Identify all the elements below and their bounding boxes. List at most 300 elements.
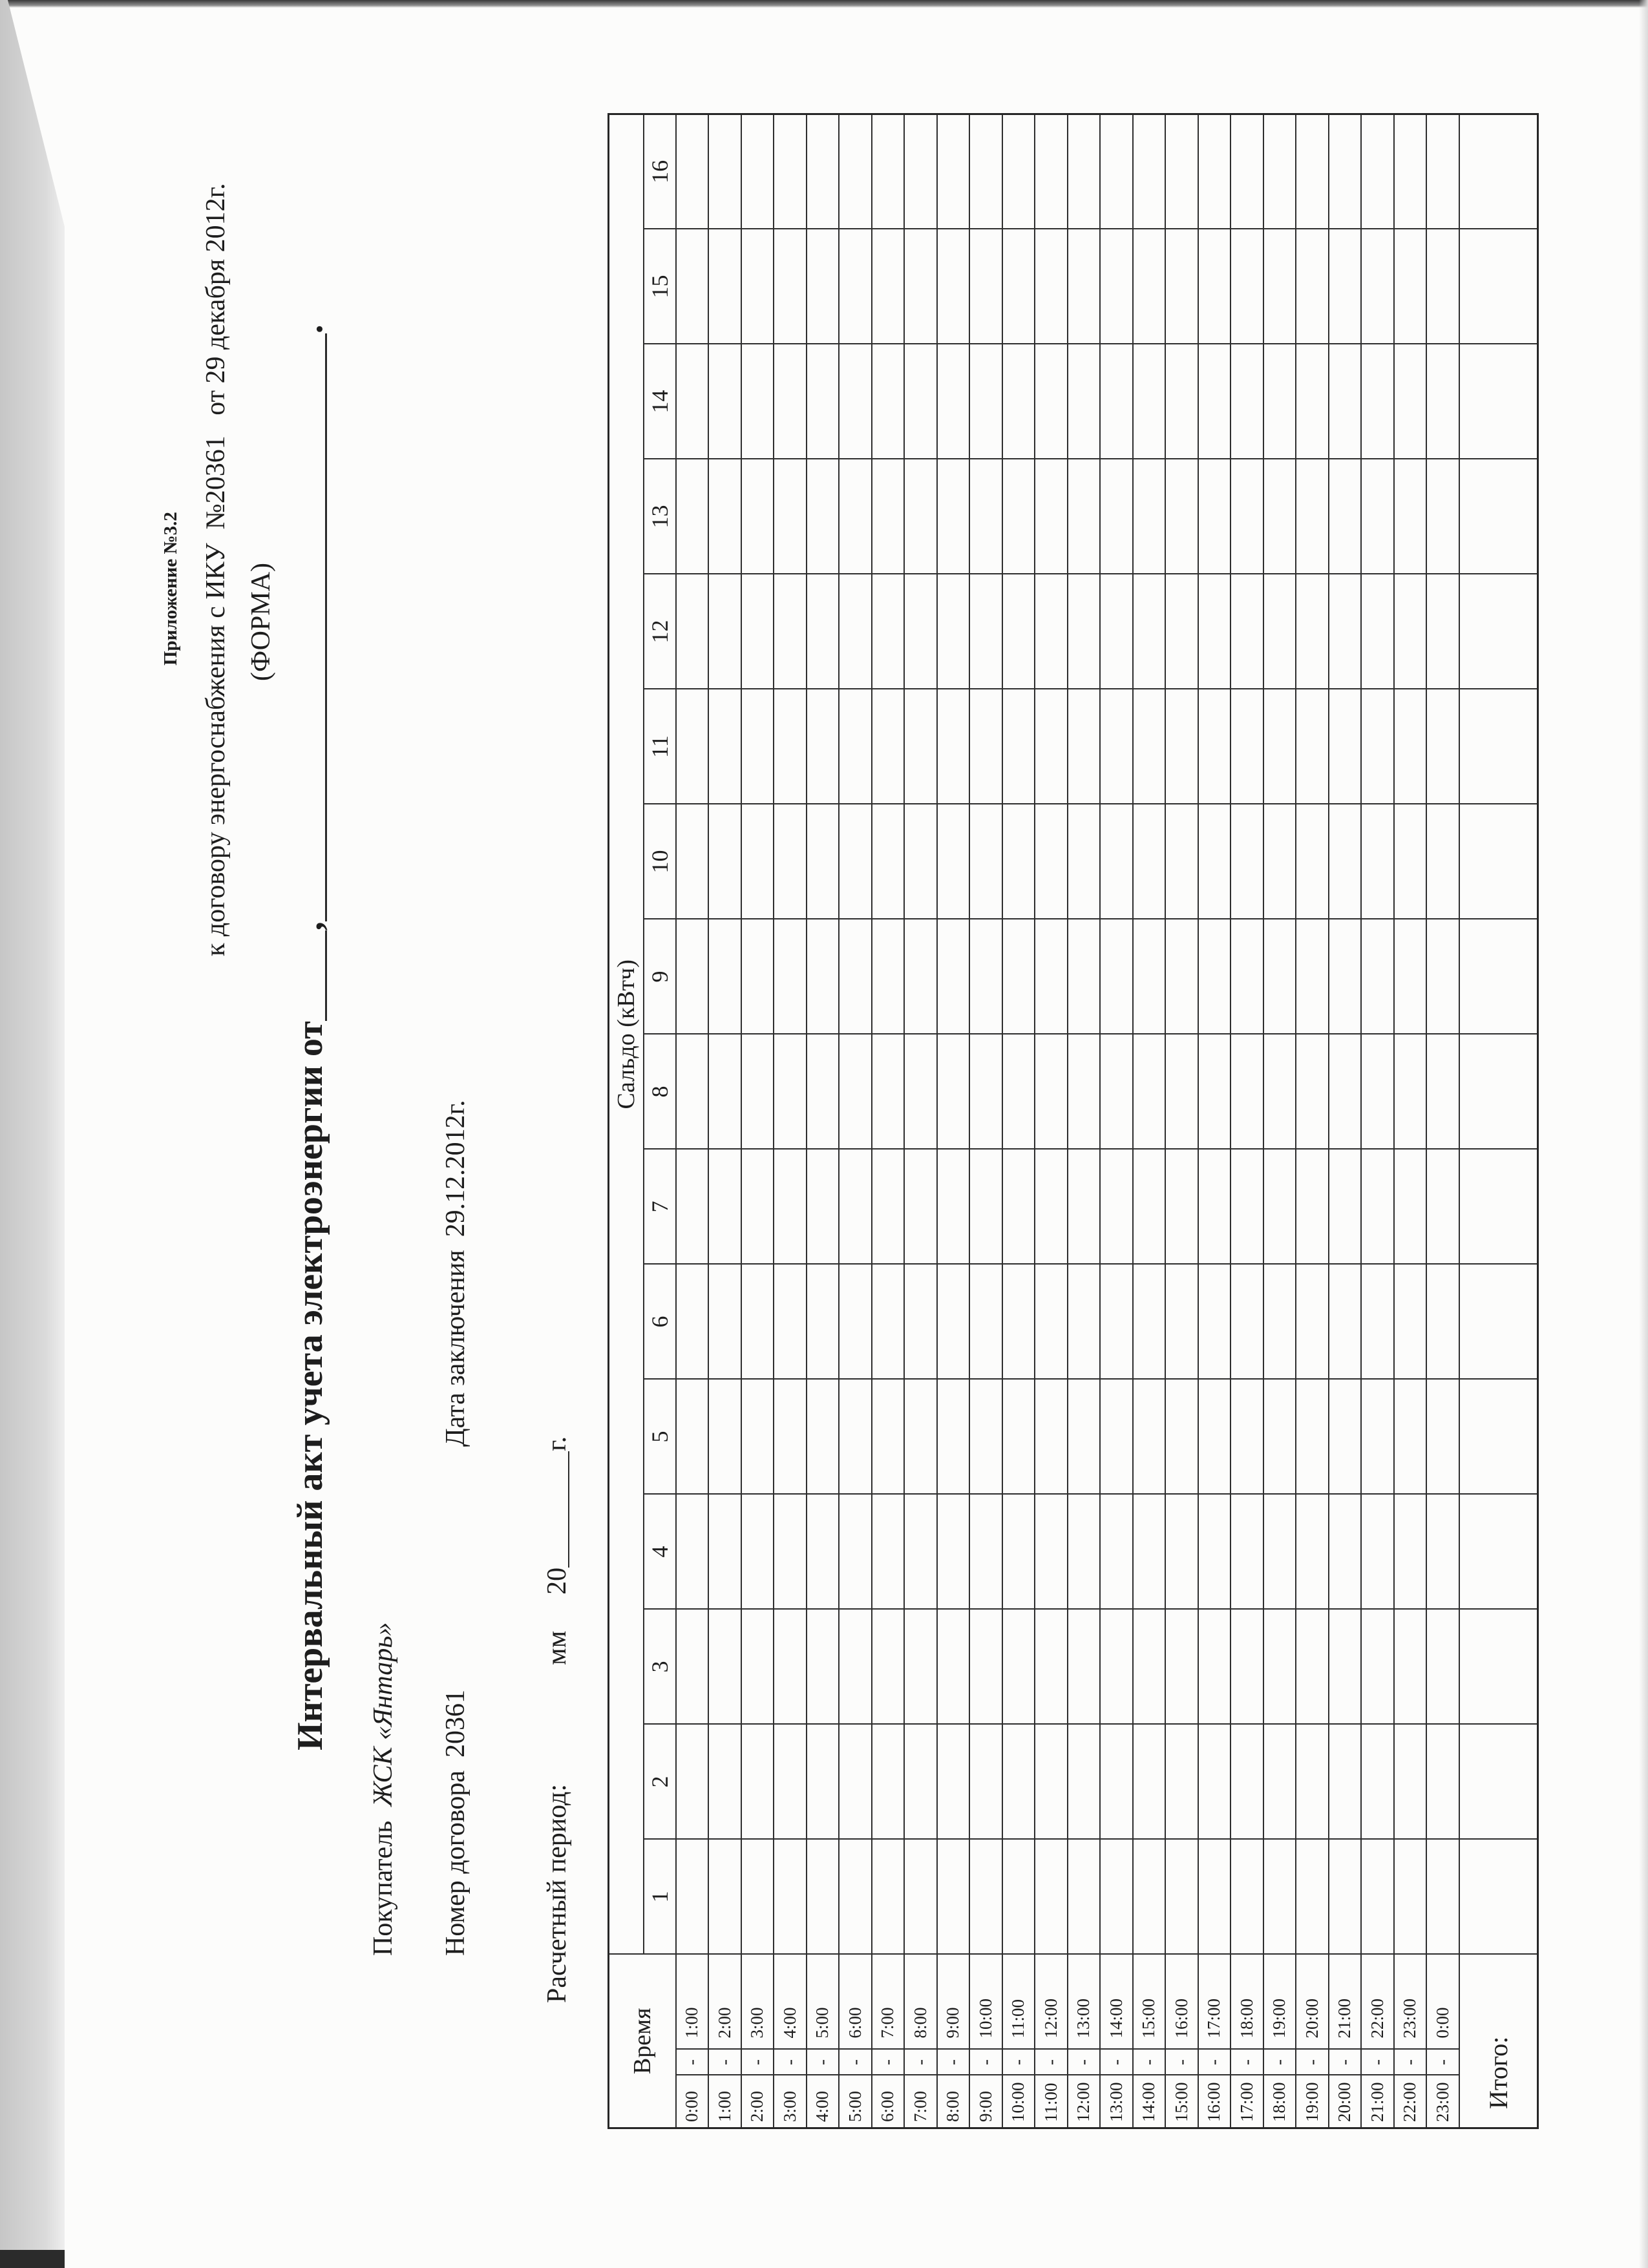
balance-cell (1165, 1034, 1198, 1149)
balance-cell (1296, 1724, 1329, 1839)
balance-cell (969, 1264, 1002, 1379)
table-row (937, 114, 970, 2128)
time-separator-cell: - (807, 2050, 840, 2075)
total-cell (1459, 689, 1538, 804)
balance-cell (904, 459, 937, 574)
balance-cell (774, 689, 807, 804)
balance-cell (969, 114, 1002, 229)
balance-cell (1426, 1264, 1459, 1379)
balance-cell (1296, 1034, 1329, 1149)
contract-date-value: 29.12.2012г. (441, 1100, 470, 1237)
balance-cell (1394, 1379, 1427, 1494)
time-from-cell: 19:00 (1296, 2075, 1329, 2128)
time-to-cell: 19:00 (1263, 1954, 1296, 2049)
time-separator-cell: - (774, 2050, 807, 2075)
balance-cell (1394, 804, 1427, 919)
balance-cell (1068, 1149, 1101, 1264)
balance-cell (1068, 344, 1101, 459)
balance-cell (1263, 344, 1296, 459)
balance-cell (1394, 1839, 1427, 1954)
balance-cell (1100, 459, 1133, 574)
balance-cell (1035, 1494, 1068, 1609)
balance-cell (1035, 1264, 1068, 1379)
balance-cell (1002, 804, 1035, 919)
balance-cell (872, 1494, 905, 1609)
balance-cell (904, 1839, 937, 1954)
table-row (1165, 114, 1198, 2128)
time-from-cell: 14:00 (1133, 2075, 1166, 2128)
balance-cell (1035, 919, 1068, 1034)
balance-cell (676, 1724, 709, 1839)
balance-cell (1002, 114, 1035, 229)
balance-cell (807, 1839, 840, 1954)
billing-period-year-blank (545, 1451, 569, 1568)
table-header (609, 114, 676, 2128)
billing-period-label: Расчетный период: (542, 1783, 572, 2003)
balance-cell (1231, 114, 1263, 229)
balance-cell (1329, 114, 1362, 229)
table-row (1426, 114, 1459, 2128)
interval-table (607, 113, 1539, 2129)
total-cell (1459, 1609, 1538, 1724)
balance-cell (1296, 804, 1329, 919)
column-number-header: 15 (644, 229, 676, 344)
column-number-header: 11 (644, 689, 676, 804)
balance-cell (676, 1149, 709, 1264)
balance-cell (1361, 689, 1394, 804)
time-from-cell: 22:00 (1394, 2075, 1427, 2128)
balance-cell (1002, 689, 1035, 804)
balance-cell (904, 344, 937, 459)
balance-cell (904, 229, 937, 344)
balance-cell (774, 1264, 807, 1379)
balance-cell (1002, 1379, 1035, 1494)
balance-cell (937, 1379, 970, 1494)
total-cell (1459, 229, 1538, 344)
balance-cell (1329, 689, 1362, 804)
table-row (1068, 114, 1101, 2128)
appendix-number: Приложение №3.2 (160, 512, 181, 666)
balance-cell (708, 689, 741, 804)
billing-period-month: мм (542, 1630, 572, 1665)
balance-cell (1035, 1379, 1068, 1494)
balance-cell (969, 1149, 1002, 1264)
table-body (676, 114, 1459, 2128)
balance-cell (1296, 459, 1329, 574)
column-number-header: 2 (644, 1724, 676, 1839)
balance-cell (937, 114, 970, 229)
balance-cell (1068, 1724, 1101, 1839)
column-number-header: 12 (644, 574, 676, 689)
balance-cell (676, 459, 709, 574)
balance-cell (807, 459, 840, 574)
balance-cell (1296, 1379, 1329, 1494)
balance-cell (1329, 1609, 1362, 1724)
buyer-line (368, 1622, 399, 1956)
table-row (807, 114, 840, 2128)
balance-cell (872, 689, 905, 804)
time-separator-cell: - (1394, 2050, 1427, 2075)
balance-cell (904, 574, 937, 689)
balance-cell (1165, 1264, 1198, 1379)
balance-cell (872, 1724, 905, 1839)
balance-cell (1361, 114, 1394, 229)
balance-cell (1035, 1149, 1068, 1264)
balance-cell (1198, 1609, 1231, 1724)
balance-cell (1068, 1034, 1101, 1149)
time-from-cell: 7:00 (904, 2075, 937, 2128)
time-separator-cell: - (1133, 2050, 1166, 2075)
balance-cell (839, 459, 872, 574)
time-separator-cell: - (741, 2050, 774, 2075)
time-from-cell: 4:00 (807, 2075, 840, 2128)
time-separator-cell: - (1100, 2050, 1133, 2075)
balance-cell (1296, 919, 1329, 1034)
balance-cell (708, 1609, 741, 1724)
balance-cell (741, 1839, 774, 1954)
balance-cell (1133, 574, 1166, 689)
balance-cell (741, 1379, 774, 1494)
balance-cell (1263, 1034, 1296, 1149)
table-row (1361, 114, 1394, 2128)
balance-cell (872, 919, 905, 1034)
balance-cell (1198, 689, 1231, 804)
balance-cell (1035, 804, 1068, 919)
balance-cell (1198, 1034, 1231, 1149)
balance-cell (937, 1264, 970, 1379)
balance-cell (1329, 1494, 1362, 1609)
time-from-cell: 11:00 (1035, 2075, 1068, 2128)
balance-cell (1198, 114, 1231, 229)
contract-date-line (440, 1100, 471, 1447)
balance-cell (839, 919, 872, 1034)
time-to-cell: 16:00 (1165, 1954, 1198, 2049)
balance-cell (1329, 919, 1362, 1034)
balance-cell (1198, 1149, 1231, 1264)
balance-cell (1329, 1839, 1362, 1954)
balance-cell (1198, 1494, 1231, 1609)
table-row (708, 114, 741, 2128)
balance-cell (1296, 689, 1329, 804)
column-numbers-row (644, 114, 676, 2128)
time-separator-cell: - (937, 2050, 970, 2075)
table-row (741, 114, 774, 2128)
balance-cell (1263, 114, 1296, 229)
balance-cell (1035, 1034, 1068, 1149)
table-row (774, 114, 807, 2128)
balance-cell (1263, 1149, 1296, 1264)
total-row (1459, 114, 1538, 2128)
table-row (1329, 114, 1362, 2128)
balance-cell (807, 919, 840, 1034)
balance-cell (708, 459, 741, 574)
balance-cell (839, 804, 872, 919)
balance-cell (1035, 1839, 1068, 1954)
time-separator-cell: - (708, 2050, 741, 2075)
balance-cell (741, 1264, 774, 1379)
balance-cell (1035, 229, 1068, 344)
balance-cell (1165, 1379, 1198, 1494)
balance-cell (1426, 1494, 1459, 1609)
balance-cell (1100, 1149, 1133, 1264)
balance-cell (839, 1264, 872, 1379)
time-to-cell: 5:00 (807, 1954, 840, 2049)
column-number-header: 3 (644, 1609, 676, 1724)
table-header-row (609, 114, 644, 2128)
balance-cell (774, 1149, 807, 1264)
balance-cell (969, 689, 1002, 804)
balance-cell (1426, 1724, 1459, 1839)
column-number-header: 10 (644, 804, 676, 919)
time-separator-cell: - (1035, 2050, 1068, 2075)
time-separator-cell: - (1231, 2050, 1263, 2075)
balance-cell (904, 1264, 937, 1379)
balance-cell (1426, 459, 1459, 574)
balance-cell (872, 804, 905, 919)
balance-cell (708, 229, 741, 344)
balance-cell (1394, 574, 1427, 689)
balance-cell (1100, 229, 1133, 344)
balance-cell (1035, 114, 1068, 229)
balance-cell (1361, 459, 1394, 574)
time-separator-cell: - (872, 2050, 905, 2075)
time-from-cell: 13:00 (1100, 2075, 1133, 2128)
buyer-name: ЖСК «Янтарь» (368, 1622, 398, 1807)
time-from-cell: 12:00 (1068, 2075, 1101, 2128)
billing-period-year-suffix: г. (542, 1436, 572, 1451)
balance-cell (1231, 1494, 1263, 1609)
balance-header: Сальдо (кВтч) (609, 114, 644, 1954)
balance-cell (1165, 344, 1198, 459)
total-cell (1459, 574, 1538, 689)
balance-cell (1263, 574, 1296, 689)
balance-cell (1068, 1494, 1101, 1609)
balance-cell (1068, 1379, 1101, 1494)
table-row (1394, 114, 1427, 2128)
title-period: . (290, 324, 330, 334)
balance-cell (1198, 1839, 1231, 1954)
balance-cell (807, 689, 840, 804)
balance-cell (904, 1494, 937, 1609)
balance-cell (872, 574, 905, 689)
balance-cell (1165, 229, 1198, 344)
balance-cell (1133, 1494, 1166, 1609)
balance-cell (1068, 1839, 1101, 1954)
balance-cell (1035, 1724, 1068, 1839)
balance-cell (1100, 574, 1133, 689)
balance-cell (807, 114, 840, 229)
table-row (1296, 114, 1329, 2128)
time-to-cell: 13:00 (1068, 1954, 1101, 2049)
time-to-cell: 2:00 (708, 1954, 741, 2049)
balance-cell (741, 459, 774, 574)
balance-cell (1100, 1494, 1133, 1609)
balance-cell (741, 919, 774, 1034)
balance-cell (1198, 1724, 1231, 1839)
balance-cell (937, 229, 970, 344)
column-number-header: 1 (644, 1839, 676, 1954)
balance-cell (1329, 804, 1362, 919)
balance-cell (774, 804, 807, 919)
balance-cell (1394, 1149, 1427, 1264)
balance-cell (1165, 1609, 1198, 1724)
total-cell (1459, 459, 1538, 574)
balance-cell (1133, 1264, 1166, 1379)
balance-cell (1133, 804, 1166, 919)
balance-cell (872, 114, 905, 229)
time-from-cell: 21:00 (1361, 2075, 1394, 2128)
time-from-cell: 16:00 (1198, 2075, 1231, 2128)
balance-cell (774, 1839, 807, 1954)
balance-cell (1198, 919, 1231, 1034)
table-row (1263, 114, 1296, 2128)
balance-cell (937, 1494, 970, 1609)
balance-cell (1263, 1379, 1296, 1494)
table-row (904, 114, 937, 2128)
balance-cell (1231, 229, 1263, 344)
balance-cell (839, 1724, 872, 1839)
balance-cell (1296, 1149, 1329, 1264)
time-separator-cell: - (1002, 2050, 1035, 2075)
time-to-cell: 4:00 (774, 1954, 807, 2049)
time-separator-cell: - (1068, 2050, 1101, 2075)
balance-cell (904, 1034, 937, 1149)
balance-cell (741, 1494, 774, 1609)
balance-cell (708, 1264, 741, 1379)
balance-cell (937, 459, 970, 574)
total-cell (1459, 1264, 1538, 1379)
time-from-cell: 3:00 (774, 2075, 807, 2128)
balance-cell (1361, 1034, 1394, 1149)
time-separator-cell: - (969, 2050, 1002, 2075)
balance-cell (1329, 459, 1362, 574)
time-to-cell: 17:00 (1198, 1954, 1231, 2049)
balance-cell (676, 1379, 709, 1494)
balance-cell (1231, 1379, 1263, 1494)
time-from-cell: 9:00 (969, 2075, 1002, 2128)
balance-cell (1394, 1724, 1427, 1839)
balance-cell (676, 114, 709, 229)
appendix-form-label: (ФОРМА) (246, 562, 276, 681)
time-to-cell: 1:00 (676, 1954, 709, 2049)
balance-cell (774, 574, 807, 689)
balance-cell (1133, 919, 1166, 1034)
balance-cell (807, 1034, 840, 1149)
time-to-cell: 23:00 (1394, 1954, 1427, 2049)
balance-cell (676, 1034, 709, 1149)
balance-cell (1100, 344, 1133, 459)
balance-cell (1133, 1149, 1166, 1264)
balance-cell (1133, 1379, 1166, 1494)
balance-cell (774, 114, 807, 229)
balance-cell (807, 804, 840, 919)
time-separator-cell: - (1296, 2050, 1329, 2075)
column-number-header: 16 (644, 114, 676, 229)
balance-cell (741, 574, 774, 689)
balance-cell (1231, 459, 1263, 574)
time-to-cell: 18:00 (1231, 1954, 1263, 2049)
balance-cell (839, 1379, 872, 1494)
balance-cell (1231, 1034, 1263, 1149)
balance-cell (1068, 919, 1101, 1034)
balance-cell (1035, 574, 1068, 689)
balance-cell (872, 344, 905, 459)
total-label: Итого: (1459, 1954, 1538, 2128)
balance-cell (969, 1839, 1002, 1954)
balance-cell (1329, 229, 1362, 344)
balance-cell (708, 919, 741, 1034)
balance-cell (1296, 574, 1329, 689)
table-row (1002, 114, 1035, 2128)
balance-cell (1231, 1609, 1263, 1724)
contract-date-label: Дата заключения (441, 1250, 470, 1447)
balance-cell (1002, 1034, 1035, 1149)
balance-cell (1002, 1494, 1035, 1609)
balance-cell (1361, 1724, 1394, 1839)
balance-cell (1263, 459, 1296, 574)
balance-cell (1068, 1264, 1101, 1379)
balance-cell (676, 1494, 709, 1609)
balance-cell (1035, 689, 1068, 804)
balance-cell (1231, 919, 1263, 1034)
balance-cell (774, 1724, 807, 1839)
balance-cell (1361, 1379, 1394, 1494)
balance-cell (872, 1379, 905, 1494)
balance-cell (676, 229, 709, 344)
balance-cell (708, 1494, 741, 1609)
balance-cell (774, 1034, 807, 1149)
total-cell (1459, 919, 1538, 1034)
time-from-cell: 23:00 (1426, 2075, 1459, 2128)
balance-cell (1198, 574, 1231, 689)
balance-cell (1361, 1609, 1394, 1724)
balance-cell (1100, 1034, 1133, 1149)
balance-cell (1002, 344, 1035, 459)
total-cell (1459, 804, 1538, 919)
table-row (1198, 114, 1231, 2128)
balance-cell (872, 1839, 905, 1954)
time-from-cell: 8:00 (937, 2075, 970, 2128)
balance-cell (1231, 1839, 1263, 1954)
balance-cell (1296, 229, 1329, 344)
balance-cell (1133, 459, 1166, 574)
balance-cell (708, 344, 741, 459)
column-number-header: 13 (644, 459, 676, 574)
balance-cell (676, 804, 709, 919)
balance-cell (872, 459, 905, 574)
balance-cell (774, 1609, 807, 1724)
balance-cell (741, 689, 774, 804)
balance-cell (1426, 1839, 1459, 1954)
balance-cell (1198, 804, 1231, 919)
balance-cell (1263, 689, 1296, 804)
balance-cell (1394, 1494, 1427, 1609)
balance-cell (1231, 1724, 1263, 1839)
balance-cell (1133, 1034, 1166, 1149)
balance-cell (1296, 344, 1329, 459)
balance-cell (839, 1149, 872, 1264)
balance-cell (1165, 689, 1198, 804)
contract-number-line (440, 1690, 471, 1956)
balance-cell (937, 344, 970, 459)
balance-cell (839, 1034, 872, 1149)
contract-number-label: Номер договора (441, 1770, 470, 1956)
time-from-cell: 15:00 (1165, 2075, 1198, 2128)
balance-cell (1100, 1839, 1133, 1954)
table-row (969, 114, 1002, 2128)
balance-cell (1263, 804, 1296, 919)
time-from-cell: 1:00 (708, 2075, 741, 2128)
